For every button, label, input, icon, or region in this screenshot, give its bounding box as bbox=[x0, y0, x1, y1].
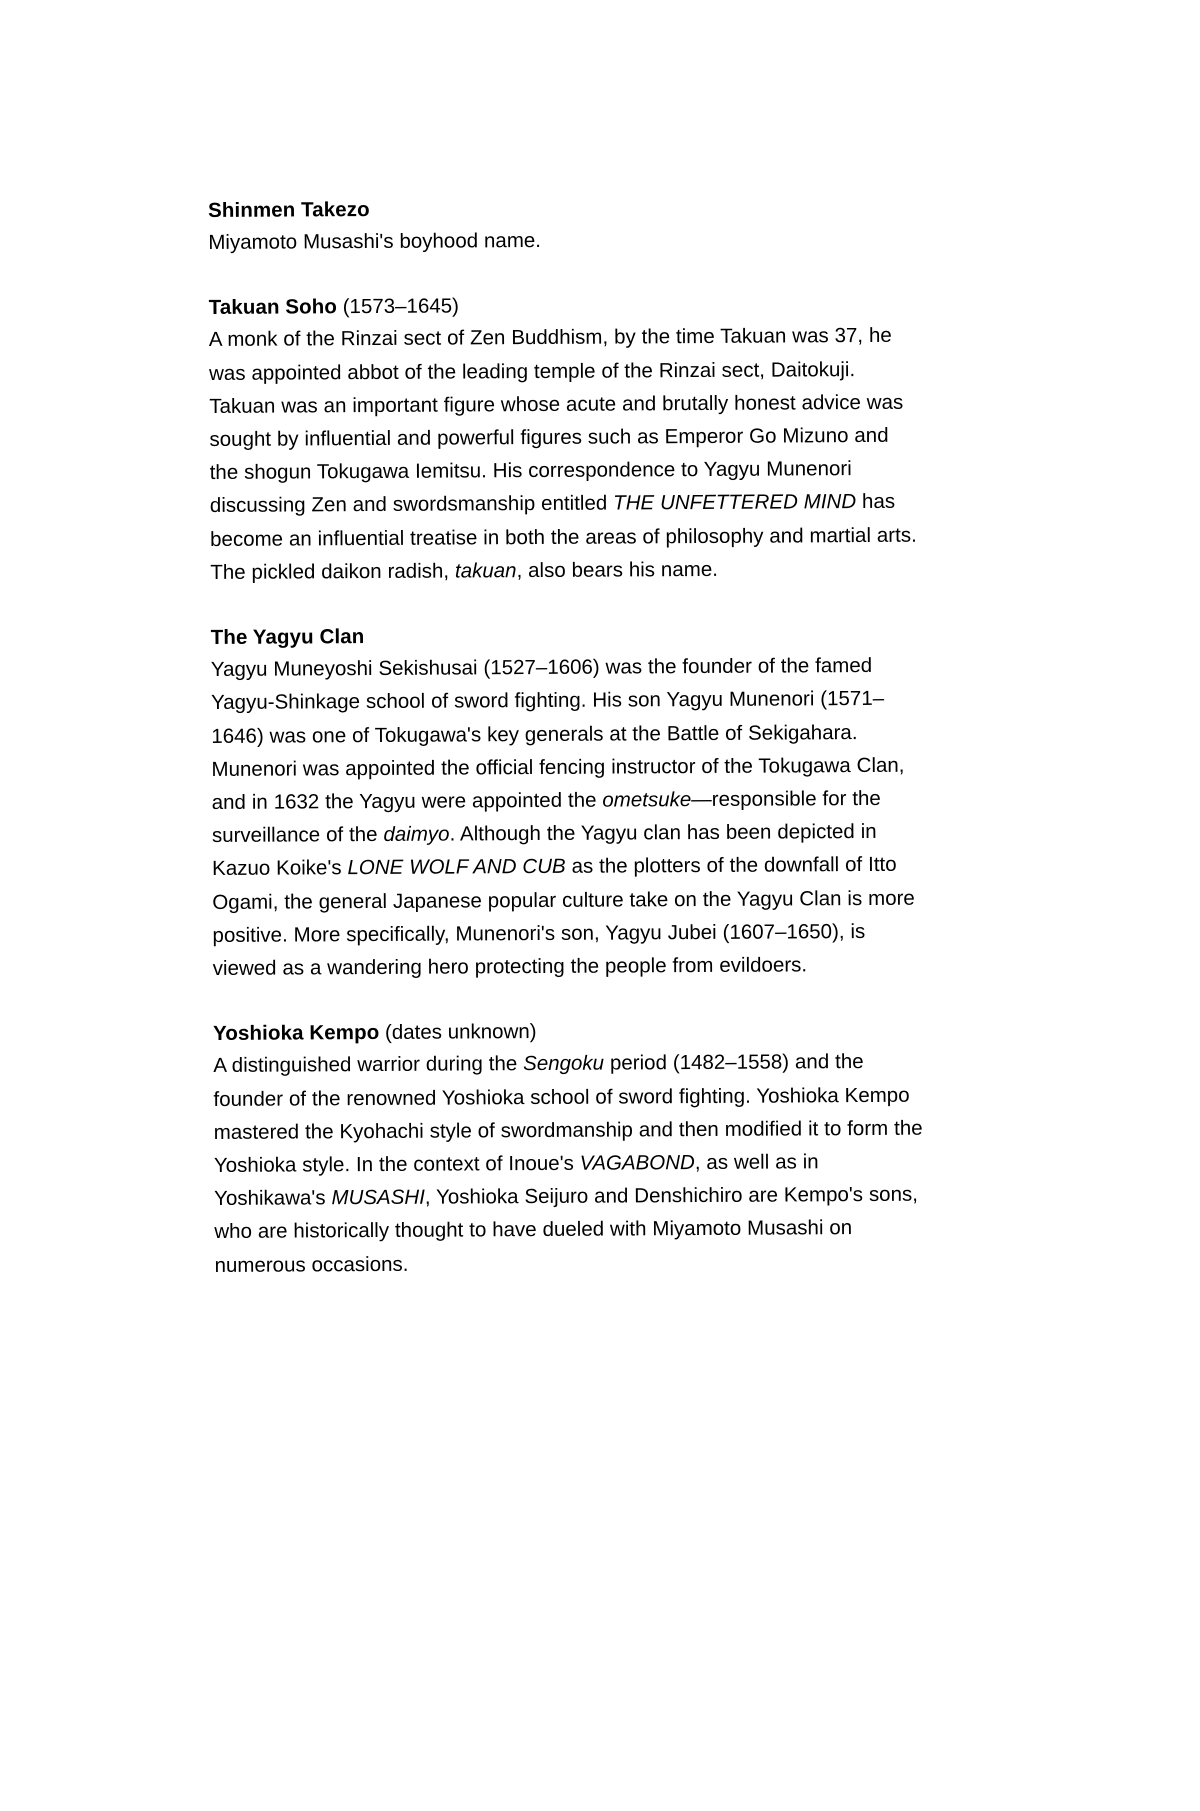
glossary-entry bbox=[211, 619, 925, 985]
entry-term: Yoshioka Kempo bbox=[213, 1021, 380, 1046]
italic-title: takuan bbox=[454, 558, 517, 583]
entry-dates: (dates unknown) bbox=[379, 1020, 537, 1045]
text-run: has become an influential treatise in both the areas of philosophy and martial arts. The pickled daikon radish, bbox=[210, 490, 917, 584]
entry-body bbox=[209, 319, 923, 589]
entry-dates: (1573–1645) bbox=[336, 294, 460, 319]
text-run: as the plotters of the downfall of Itto Ogami, the general Japanese popular culture take on the Yagyu Clan is more positive. More specifically, Munenori's son, Yagyu Jubei (1607–1650), is viewed as a wandering hero protecting the people from evildoers. bbox=[212, 853, 915, 980]
italic-title: Sengoku bbox=[523, 1051, 605, 1076]
italic-title: VAGABOND bbox=[579, 1150, 695, 1175]
text-run: . Although the Yagyu clan has been depicted in Kazuo Koike's bbox=[212, 820, 877, 881]
text-run: —responsible for the surveillance of the bbox=[211, 786, 881, 848]
entry-heading bbox=[213, 1015, 925, 1048]
glossary-entries bbox=[208, 192, 927, 1282]
text-run: , as well as in Yoshikawa's bbox=[214, 1150, 819, 1211]
text-run: A monk of the Rinzai sect of Zen Buddhism, by the time Takuan was 37, he was appointed abbot of the leading temple of the Rinzai sect, Daitokuji. Takuan was an important figure whose acute and brutally honest advice was sought by influential and powerful figures such as Emperor Go Mizuno and the shogun Tokugawa Iemitsu. His correspondence to Yagyu Munenori discussing Zen and swordsmanship entitled bbox=[208, 324, 904, 518]
text-run: Yagyu Muneyoshi Sekishusai (1527–1606) was the founder of the famed Yagyu-Shinkage school of sword fighting. His son Yagyu Munenori (1571–1646) was one of Tokugawa's key generals at the Battle of Sekigahara. Munenori was appointed the official fencing instructor of the Tokugawa Clan, and in 1632 the Yagyu were appointed the bbox=[210, 654, 905, 814]
entry-term: Takuan Soho bbox=[208, 295, 338, 320]
italic-title: LONE WOLF AND CUB bbox=[347, 855, 566, 880]
entry-body bbox=[211, 649, 925, 985]
italic-title: daimyo bbox=[383, 822, 450, 847]
entry-body bbox=[208, 222, 920, 260]
italic-title: MUSASHI bbox=[331, 1185, 425, 1210]
text-run: Miyamoto Musashi's boyhood name. bbox=[208, 229, 542, 255]
entry-heading bbox=[208, 192, 920, 225]
entry-heading bbox=[209, 289, 921, 322]
glossary-entry bbox=[209, 289, 923, 589]
entry-body bbox=[213, 1045, 926, 1282]
glossary-entry bbox=[208, 192, 920, 260]
text-run: , Yoshioka Seijuro and Denshichiro are Kempo's sons, who are historically thought to have dueled with Miyamoto Musashi on numerous occasions. bbox=[214, 1182, 918, 1277]
glossary-entry bbox=[213, 1015, 927, 1282]
entry-term: The Yagyu Clan bbox=[210, 625, 365, 650]
text-run: , also bears his name. bbox=[516, 557, 718, 582]
entry-term: Shinmen Takezo bbox=[208, 198, 370, 222]
entry-heading bbox=[211, 619, 923, 652]
italic-title: ometsuke bbox=[602, 788, 692, 812]
italic-title: THE UNFETTERED MIND bbox=[613, 490, 857, 515]
text-run: A distinguished warrior during the bbox=[213, 1052, 524, 1078]
text-run: period (1482–1558) and the founder of the renowned Yoshioka school of sword fighting. Yoshioka Kempo mastered the Kyohachi style of swordmanship and then modified it to form the Yoshioka style. In the context of Inoue's bbox=[213, 1050, 923, 1177]
